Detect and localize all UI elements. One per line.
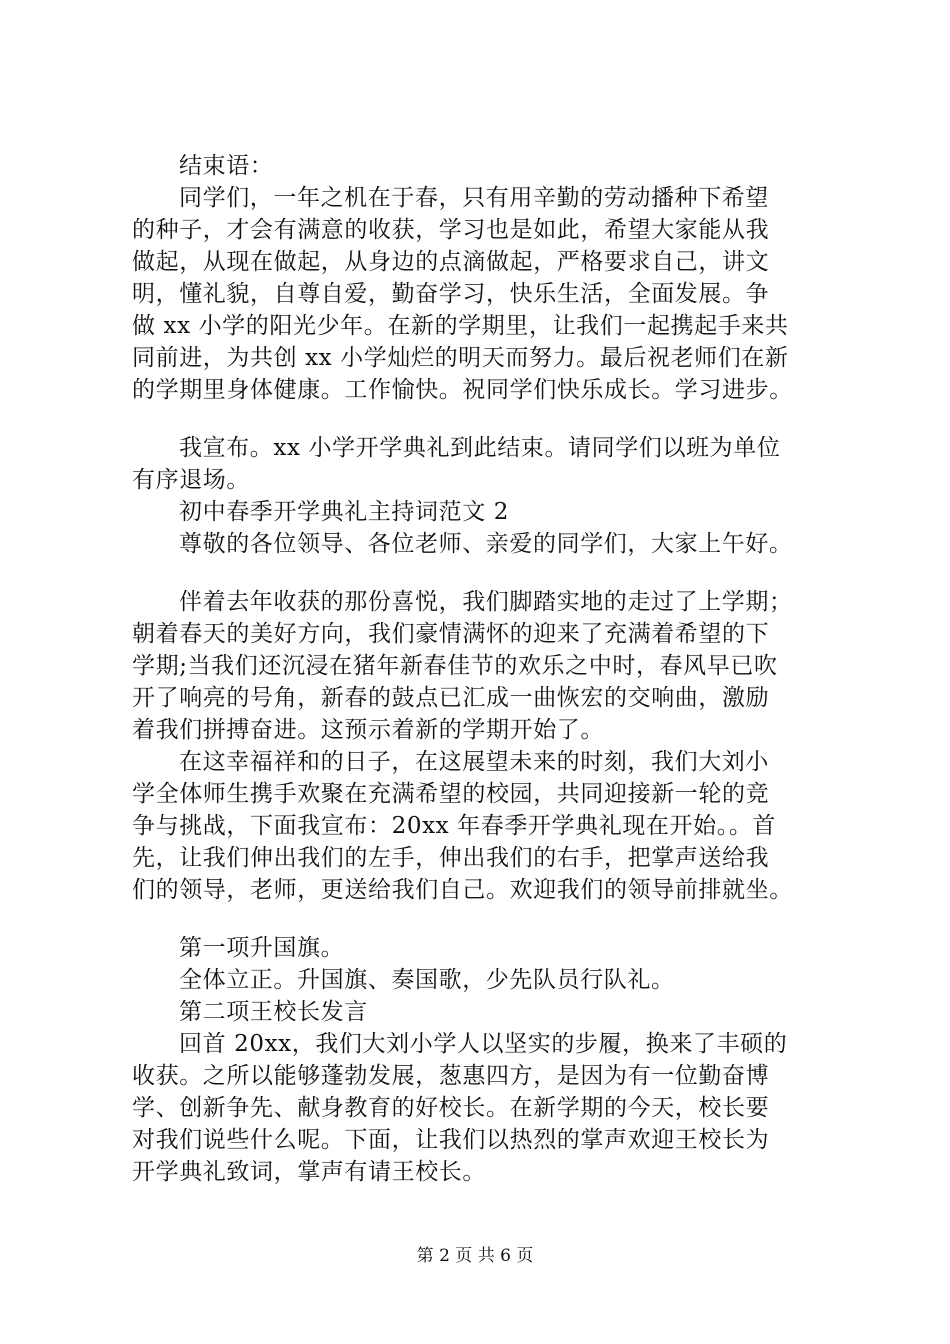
text-line: 做起，从现在做起，从身边的点滴做起，严格要求自己，讲文 <box>132 249 770 275</box>
text-line: 初中春季开学典礼主持词范文 2 <box>179 499 509 525</box>
text-line: 的学期里身体健康。工作愉快。祝同学们快乐成长。学习进步。 <box>132 377 793 403</box>
text-line: 学全体师生携手欢聚在充满希望的校园，共同迎接新一轮的竞 <box>132 781 770 807</box>
text-line: 开了响亮的号角，新春的鼓点已汇成一曲恢宏的交响曲，激励 <box>132 685 770 711</box>
text-line: 第二项王校长发言 <box>179 999 368 1025</box>
text-line: 做 xx 小学的阳光少年。在新的学期里，让我们一起携起手来共 <box>132 313 789 339</box>
page-footer: 第 2 页 共 6 页 <box>416 1246 534 1266</box>
text-line: 先，让我们伸出我们的左手，伸出我们的右手，把掌声送给我 <box>132 845 770 871</box>
text-line: 们的领导，老师，更送给我们自己。欢迎我们的领导前排就坐。 <box>132 877 793 903</box>
text-line: 收获。之所以能够蓬勃发展，葱惠四方，是因为有一位勤奋博 <box>132 1063 770 1089</box>
paragraph-gap <box>132 406 852 432</box>
text-line: 回首 20xx，我们大刘小学人以坚实的步履，换来了丰硕的 <box>179 1031 788 1057</box>
text-line: 伴着去年收获的那份喜悦，我们脚踏实地的走过了上学期； <box>179 589 793 615</box>
text-line: 在这幸福祥和的日子，在这展望未来的时刻，我们大刘小 <box>179 749 769 775</box>
text-line: 明，懂礼貌，自尊自爱，勤奋学习，快乐生活，全面发展。争 <box>132 281 770 307</box>
text-line: 有序退场。 <box>132 467 250 493</box>
text-line: 开学典礼致词，掌声有请王校长。 <box>132 1159 486 1185</box>
text-line: 的种子，才会有满意的收获，学习也是如此，希望大家能从我 <box>132 217 770 243</box>
text-line: 争与挑战，下面我宣布：20xx 年春季开学典礼现在开始。。首 <box>132 813 777 839</box>
text-line: 学、创新争先、献身教育的好校长。在新学期的今天，校长要 <box>132 1095 770 1121</box>
text-line: 同前进，为共创 xx 小学灿烂的明天而努力。最后祝老师们在新 <box>132 345 789 371</box>
text-line: 学期;当我们还沉浸在猪年新春佳节的欢乐之中时，春风早已吹 <box>132 653 778 679</box>
text-line: 朝着春天的美好方向，我们豪情满怀的迎来了充满着希望的下 <box>132 621 770 647</box>
text-line: 着我们拼搏奋进。这预示着新的学期开始了。 <box>132 717 604 743</box>
text-line: 全体立正。升国旗、奏国歌，少先队员行队礼。 <box>179 967 675 993</box>
text-line: 第一项升国旗。 <box>179 935 345 961</box>
paragraph-gap <box>132 560 852 586</box>
text-line: 结束语： <box>179 153 274 179</box>
paragraph-gap <box>132 906 852 932</box>
text-line: 同学们，一年之机在于春，只有用辛勤的劳动播种下希望 <box>179 185 769 211</box>
document-body <box>132 150 852 1188</box>
text-line: 尊敬的各位领导、各位老师、亲爱的同学们，大家上午好。 <box>179 531 793 557</box>
text-line: 我宣布。xx 小学开学典礼到此结束。请同学们以班为单位 <box>179 435 781 461</box>
text-line: 对我们说些什么呢。下面，让我们以热烈的掌声欢迎王校长为 <box>132 1127 770 1153</box>
